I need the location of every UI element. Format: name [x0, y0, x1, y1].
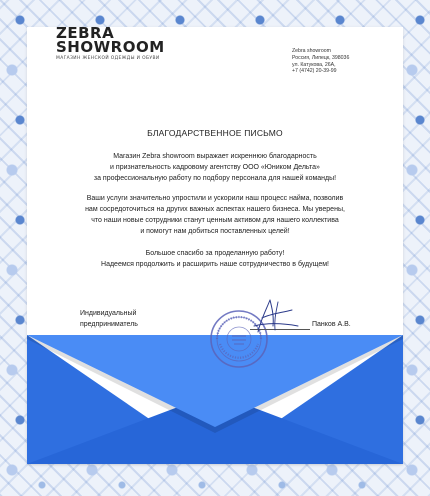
paragraph-2 — [70, 193, 360, 237]
signer-role — [80, 308, 138, 330]
paragraph-3 — [70, 248, 360, 270]
paragraph-line: Большое спасибо за проделанную работу! — [145, 250, 285, 257]
paragraph-line: и признательность кадровому агентству ООО «Юником Дельта» — [110, 164, 320, 171]
paragraph-line: Ваши услуги значительно упростили и ускорили наш процесс найма, позволив — [86, 195, 344, 202]
signer-name: Панков А.В. — [312, 321, 351, 328]
paragraph-1 — [70, 151, 360, 184]
address-street: ул. Катукова, 26А, — [292, 61, 336, 68]
address-city: Россия, Липецк, 398036 — [292, 54, 350, 61]
paragraph-line: что наши новые сотрудники станут ценным активом для нашего коллектива — [91, 217, 339, 224]
handwritten-signature — [240, 296, 300, 336]
address-phone: +7 (4742) 20-39-99 — [292, 68, 337, 75]
signer-role-line-1: Индивидуальный — [80, 310, 137, 317]
paragraph-line: Надеемся продолжить и расширить наше сотрудничество в будущем! — [101, 261, 329, 268]
logo-line-2: SHOWROOM — [56, 38, 165, 56]
company-address — [292, 48, 349, 75]
logo-tagline: МАГАЗИН ЖЕНСКОЙ ОДЕЖДЫ И ОБУВИ — [56, 56, 160, 61]
paragraph-line: и помогут нам добиться поставленных целей! — [140, 228, 290, 235]
company-logo — [56, 26, 165, 61]
paragraph-line: нам сосредоточиться на других важных аспектах нашего бизнеса. Мы уверены, — [85, 206, 345, 213]
letter-title: БЛАГОДАРСТВЕННОЕ ПИСЬМО — [147, 128, 283, 138]
signer-role-line-2: предприниматель — [80, 321, 138, 328]
paragraph-line: за профессиональную работу по подбору персонала для нашей команды! — [93, 175, 337, 182]
logo-line-1: ZEBRA — [56, 24, 115, 42]
address-name: Zebra showroom — [292, 48, 331, 54]
paragraph-line: Магазин Zebra showroom выражает искреннюю благодарность — [113, 153, 317, 160]
